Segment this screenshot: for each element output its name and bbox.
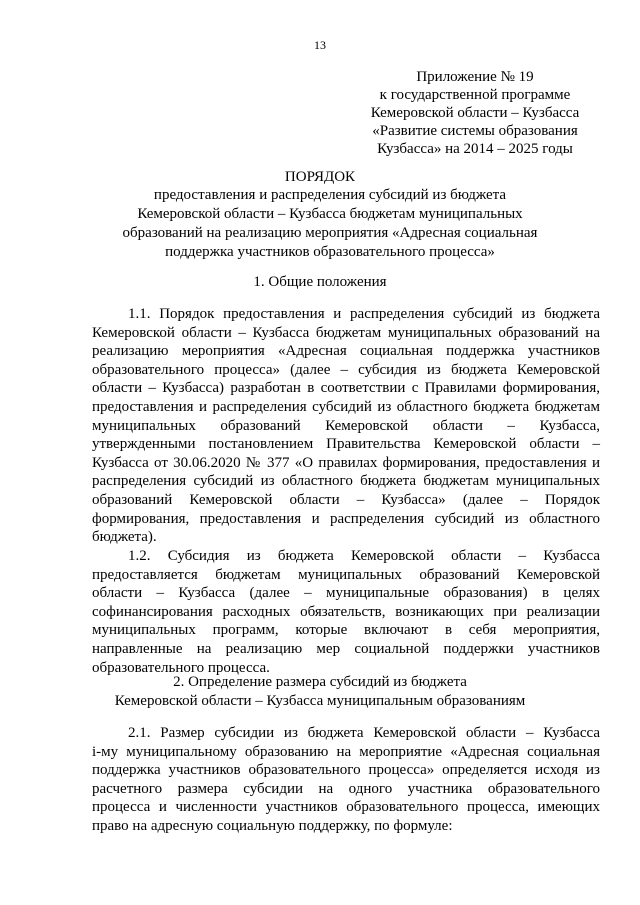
subtitle-line: поддержка участников образовательного процесса» xyxy=(165,244,495,260)
document-title: ПОРЯДОК xyxy=(284,169,356,185)
paragraph-line: i-му муниципальному образованию на мероприятие «Адресная социальная xyxy=(92,743,600,760)
paragraph-line: Кузбасса от 30.06.2020 № 377 «О правилах формирования, предоставления и xyxy=(92,454,600,471)
section-heading-line: Кемеровской области – Кузбасса муниципальным образованиям xyxy=(114,693,526,709)
paragraph-line: формирования, предоставления и распределения субсидий из областного xyxy=(92,510,600,527)
paragraph-line: образовательного процесса. xyxy=(92,659,270,676)
paragraph-line: образовательного процесса» (далее – субсидия из бюджета Кемеровской xyxy=(92,361,600,378)
paragraph-line: 1.2. Субсидия из бюджета Кемеровской области – Кузбасса xyxy=(128,548,600,564)
paragraph-line: образований Кемеровской области – Кузбасса» (далее – Порядок xyxy=(92,491,600,508)
subtitle-line: Кемеровской области – Кузбасса бюджетам муниципальных xyxy=(137,206,523,222)
paragraph-line: расчетного размера субсидии на одного участника образовательного xyxy=(92,780,600,797)
document-subtitle xyxy=(80,186,580,262)
appendix-line: к государственной программе xyxy=(379,87,571,103)
subtitle-line: предоставления и распределения субсидий из бюджета xyxy=(153,187,507,203)
paragraph-line: Кемеровской области – Кузбасса бюджетам муниципальных образований на xyxy=(92,324,600,341)
page-number: 13 xyxy=(314,38,326,52)
subtitle-line: образований на реализацию мероприятия «Адресная социальная xyxy=(122,225,538,241)
appendix-block xyxy=(350,68,600,158)
appendix-line: Приложение № 19 xyxy=(416,69,534,85)
paragraph-line: направленные на реализацию мер социальной поддержки участников xyxy=(92,640,600,657)
paragraph-line: реализацию мероприятия «Адресная социальная поддержка участников xyxy=(92,343,600,360)
section-heading-line: 1. Общие положения xyxy=(253,274,387,290)
section-1-heading xyxy=(0,273,640,292)
paragraph-line: 1.1. Порядок предоставления и распределения субсидий из бюджета xyxy=(128,306,600,322)
paragraph-line: 2.1. Размер субсидии из бюджета Кемеровской области – Кузбасса xyxy=(128,725,600,741)
paragraph-line: распределения субсидий из областного бюджета бюджетам муниципальных xyxy=(92,473,600,490)
paragraph-line: бюджета). xyxy=(92,529,157,546)
paragraph-line: предоставляется бюджетам муниципальных образований Кемеровской xyxy=(92,566,600,583)
section-2-heading xyxy=(0,673,640,711)
section-heading-line: 2. Определение размера субсидий из бюджета xyxy=(173,674,467,690)
paragraph-line: муниципальных образований Кемеровской области – Кузбасса, xyxy=(92,417,600,434)
paragraph-line: софинансирования расходных обязательств, возникающих при реализации xyxy=(92,603,600,620)
paragraph-line: области – Кузбасса (далее – муниципальные образования) в целях xyxy=(92,585,600,602)
paragraph-1-2 xyxy=(92,547,600,677)
paragraph-1-1 xyxy=(92,305,600,547)
paragraph-line: утвержденными постановлением Правительства Кемеровской области – xyxy=(92,436,600,453)
paragraph-line: области – Кузбасса) разработан в соответствии с Правилами формирования, xyxy=(92,380,600,397)
appendix-line: Кузбасса» на 2014 – 2025 годы xyxy=(377,141,573,157)
appendix-line: «Развитие системы образования xyxy=(372,123,578,139)
paragraph-line: поддержка участников образовательного процесса» определяется исходя из xyxy=(92,762,600,779)
paragraph-2-1 xyxy=(92,724,600,836)
paragraph-line: муниципальных программ, которые включают в себя мероприятия, xyxy=(92,622,600,639)
paragraph-line: предоставления и распределения субсидий из областного бюджета бюджетам xyxy=(92,398,600,415)
paragraph-line: процесса и численности участников образовательного процесса, имеющих xyxy=(92,799,600,816)
appendix-line: Кемеровской области – Кузбасса xyxy=(370,105,580,121)
paragraph-line: право на адресную социальную поддержку, по формуле: xyxy=(92,817,453,834)
